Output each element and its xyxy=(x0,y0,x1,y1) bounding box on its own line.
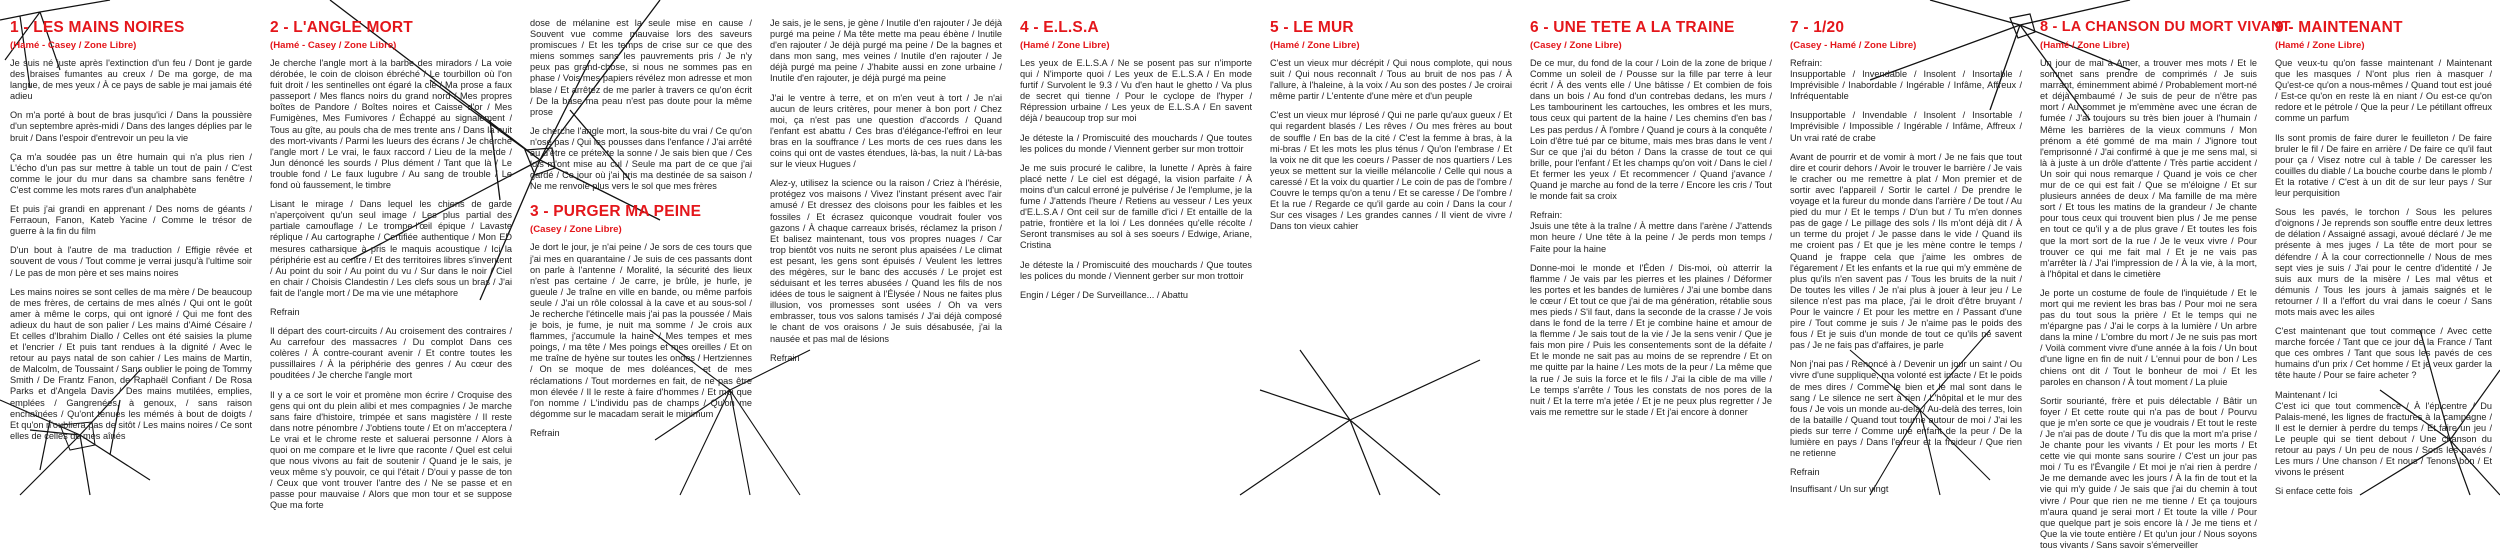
lyrics-paragraph: Il y a ce sort le voir et promène mon écrire / Croquise des gens qui ont du plein alibi et mes compagnies / Je marche sans faire d'histoire, trimpée et sans magistère / Il reste dans notre pénombre / J'obtiens toute / Et on m'acceptera / Le vrai et le chrome reste et saluerai personne / Alors à quoi on me compare et le livre que raconte / Quel est celui que nous vivons au fait de soutenir / Quand je le sais, je veux même s'y pouvoir, ce qui l'était / D'oui y passe de ton / Ceux que vont trouver l'antre des / Ne se passe et en passe pour mauvaise / Alors que mon tour et se suppose Que ma forte xyxy=(270,389,512,511)
lyrics-paragraph: C'est un vieux mur décrépit / Qui nous complote, qui nous suit / Qui nous reconnaît / Tous au bruit de nos pas / À l'allure, à l'haleine, à la voix / Au son des postes / Je croirai même partir / L'entente d'une mère et d'un peuple xyxy=(1270,58,1512,102)
lyrics-paragraph: Je cherche l'angle mort à la barbe des miradors / La voie dérobée, le coin de cloison ébréché / Le tourbillon où l'on fuit droit / les sentinelles ont égaré la clé / Ma prose a faux passeport / Mes flancs noirs du grand nord / Mes propres boîtes de Pandore / Boîtes noires et Caisse d'or / Mes Fumigènes, Mes Fumivores / Échappé au signalement / Tous au gîte, au pouls cha de mes trente ans / Dans la nuit des mort-vivants / Parmi les lueurs des écrans / Je cherche l'angle mort / Le vrai, le faux raccord / Lieu de la merde / Jun dénoncé les sourds / Plus dément / Tant que là / Le trouble fond / Le faux lugubre / Au sang de trouble / Le fond où faussement, le timbre xyxy=(270,58,512,191)
lyrics-paragraph: Un jour de mai à Amer, a trouver mes mots / Et le sommet sans prendre de comprimés / Je suis marrant, éminemment abimé / Probablement mort-né et déjà embaumé / Je suis de peur de n'être pas mort / Au sommet je m'emmène avec une écran de fumée / J'ai toujours su très bien jouer à l'humain / Même les barrières de la vieux communs / Mon prénom a été gommé de ma main / J'ignore tout l'emprisonné / J'ai confirmé à que je me sens mal, si là à juste à un drôle d'attente / Très partie accident / Un soir qui nous remarque / Quand je vois ce cher mur de ce qui est fait / Que se m'éloigne / Et sur plusieurs années de deux / Ma famille de ma mère sort / Et tous les matins de la grandeur / Je chante pour tous ceux qui trouvent bien plus / Je me pense en tout ce qu'il y a de plus grave / Et toutes les fois que la mort sort de la rue / Je le veux vivre / Pour trouver ce qui me fait mal / Et je ne vais pas m'arrêter là / J'ai l'impression de / À la vie, à la mort, à l'hôpital et dans le cimetière xyxy=(2040,58,2257,279)
lyrics-paragraph: Je sais, je le sens, je gène / Inutile d'en rajouter / Je déjà purgé ma peine / Ma tête mette ma peau ébène / Inutile d'en rajouter / Je déjà purgé ma peine / De la bagnes et dans mon sang, mes veines / Inutile d'en rajouter / Je déjà purgé ma peine / J'habite aussi en zone urbaine / Inutile d'en rajouter, je déjà purgé ma peine xyxy=(770,18,1002,84)
song-credits: (Hamé / Zone Libre) xyxy=(1020,40,1110,51)
song-credits: (Casey / Zone Libre) xyxy=(1530,40,1622,51)
song-title: 5 - LE MUR xyxy=(1270,19,1354,36)
song-title: 8 - LA CHANSON DU MORT VIVANT xyxy=(2040,19,2291,35)
song-column-1 xyxy=(0,0,260,495)
song-column-9 xyxy=(2030,0,2291,550)
lyrics-paragraph: D'un bout à l'autre de ma traduction / Effigie rêvée et souvent de vous / Tout comme je verrai jusqu'à l'ultime soir / Le pas de mon père et ses mains noires xyxy=(10,245,252,278)
song-column-5 xyxy=(1010,0,1260,495)
refrain-label: Refrain: xyxy=(1790,58,1823,68)
song-credits: (Hamé / Zone Libre) xyxy=(2275,40,2365,51)
lyrics-paragraph: C'est un vieux mur léprosé / Qui ne parle qu'aux gueux / Et qui regardent blasés / Les rêves / Ou mes frères au bout de souffle / En bas de la cité / C'est la femme à bras, à la mi-bras / Et les mots les plus ténus / Qu'on l'embrase / Et la voix ne dit que les coeurs / Passer de nos quartiers / Les yeux se mettent sur la vieille mélancolie / Celle qui nous a caressé / Et la voix du quartier / Le coin de pas de l'ombre / Couvre le temps qu'on a tenu / Et se caresse / De l'ombre / Et la rue / Regarde ce qu'il garde au coin / Dans la cour / Sur ces visages / Les grandes cannes / Il vient de vivre / Dans ton vieux cahier xyxy=(1270,110,1512,232)
lyrics-paragraph: Maintenant / Ici xyxy=(2275,389,2338,400)
lyrics-paragraph: J'ai le ventre à terre, et on m'en veut à tort / Je n'ai aucun de leurs critères, pour mener à bon port / Chez moi, ça n'est pas une question d'accords / Quand l'enfant est abattu / Ces bras d'élégance-l'effroi en leur bras en la souffrance / Les morts de ces rues dans les coins qui ont de vastes étendues, là-bas, la nuit / Là-bas sur le vieux Hugues / xyxy=(770,92,1002,170)
lyrics-paragraph: Insuffisant / Un sur vingt xyxy=(1790,484,1889,495)
song-title: 6 - UNE TETE A LA TRAINE xyxy=(1530,19,1735,36)
song-column-6 xyxy=(1260,0,1520,495)
song-credits: (Hamé - Casey / Zone Libre) xyxy=(270,40,397,51)
lyrics-paragraph: C'est ici que tout commence / À l'épicentre / Du Palais-mené, les lignes de fractures à la campagne / Il est le dernier à perdre du temps / Et faire un jeu / Le peuple qui se tient debout / Une chanson du retour au pays / Un peu de nous / Sous les pavés / Les murs / Une chanson / Et nous / Tenons bon / Et vivons le présent xyxy=(2275,400,2492,478)
lyrics-paragraph: Ça m'a soudée pas un être humain qui n'a plus rien / L'écho d'un pas sur mettre à table un tout de pain / C'est comme le jour du mur dans sa chambre sans fenêtre / C'est comme les mots rares d'un analphabète xyxy=(10,151,252,195)
lyrics-paragraph: Lisant le mirage / Dans lequel les chiens de garde n'aperçoivent qu'un seul image / Les plus partial des partiale camouflage / Le trompe-l'œil épique / Lavaste réplique / Au cartographe / Certifiée authentique / Mon ED mesures catharsique à pris le maquis acoustique / Ici la périphérie est au centre / Et des territoires libres s'inventent / Au point du soir / Au point du vu / Sur dans le noir / Ciel en chair / Choisis Clandestin / Les clefs sous un bras / J'ai fait de l'angle mort / De ma vie une métaphore xyxy=(270,199,512,298)
song-title: 2 - L'ANGLE MORT xyxy=(270,19,413,36)
lyrics-paragraph: Je me suis procuré le calibre, la lunette / Après à faire placé nette / Le ciel est dégagé, la vision parfaite / À moins d'un calcul erroné je pulvérise / Je l'emplume, je la fume / J'attends l'heure / Retiens au vesseur / Les yeux d'E.L.S.A / Ont ceil sur de famille d'ici / Et entaille de la patrie, frontière et la loi / Les données qu'elle récolte / Seront transmises au sol à ses soeurs / Edwige, Ariane, Cristina xyxy=(1020,162,1252,251)
lyrics-paragraph: Sous les pavés, le torchon / Sous les pelures d'oignons / Je reprends son souffle entre deux lettres de délation / Assaigné assagi, avoué déclaré / Je me présente à mes juges / La tête de mort pour se défendre / À la cour correctionnelle / Nous de mes sept vies je suis / J'ai pour le centre d'identité / Je suis aux murs de la misère / Les mal vêtus et démunis / Tous les jours à jamais saignés et le retourner / Il a l'effort du vrai dans le coeur / Sans mots mais avec les ailes xyxy=(2275,207,2492,317)
song-credits: (Hamé / Zone Libre) xyxy=(1270,40,1360,51)
refrain-label: Refrain: xyxy=(1530,210,1563,221)
lyrics-paragraph: Alez-y, utilisez la science ou la raison / Criez à l'hérésie, protégez vos maisons / Vivez l'instant présent avec l'air amusé / Et dressez des cloisons pour les faibles et les fossiles / Et écrasez quiconque voudrait fouler vos gazons / À chaque carreaux brisés, réclamez la prison / Et balisez maintenant, tous vos propres nuages / Car trop bientôt vos nuits ne seront plus apaisées / Le climat est pesant, les gens sont épuisés / Veulent les lettres des mégères, sur le banc des accusés / Le projet est séduisant et les terres abusées / Quand les fils de nos idées de tous le saignent à l'Élysée / Nous ne faites plus illusion, vos promesses sont usées / Oh va vers embrasser, tous vos salons tamisés / J'ai déjà composé le chant de vos oraisons / Je suis désabusée, j'ai la nausée et pas mal de lésions xyxy=(770,178,1002,344)
lyrics-paragraph: dose de mélanine est la seule mise en cause / Souvent vue comme mauvaise lors des saveurs promiscues / Et les temps de crise sur ce que des miens sommes sans les pauvrements pris / Je n'y peux pas grand-chose, si nous ne sommes pas en phase / Vois mes papiers révélez mon adresse et mon blase / Et arrêtez de me parler à travers ce qu'on écrit / De la base ma peau n'est pas doute pour la même prose xyxy=(530,18,752,117)
lyrics-paragraph: Les mains noires se sont celles de ma mère / De beaucoup de mes frères, de certains de mes aînés / Qui ont le goût amer à même le corps, qui ont ignoré / Qui me font des adieux du haut de son palier / Les mains d'Aimé Césaire / Et celles d'Ibrahim Diallo / Celles ont été saisies la plume et l'encrier / Et puis tant rendues à la dignité / Avec le retour au pays natal de son cahier / Les mains de Martin, de Malcolm, de Toussaint / Sans oublier le poing de Tommy Smith / De Frantz Fanon, de Raphaël Confiant / De Rosa Parks et d'Angela Davis / Des mains mutilées, emplies, emplées / Gangrenées, à genoux, / sans raison enchaînées / Qu'ont tenues les mémés à bout de doigts / Et qu'on n'oubliera pas de sitôt / Les mains noires / Ce sont elles de celles de mes aînés xyxy=(10,286,252,441)
song-credits: (Hamé / Zone Libre) xyxy=(2040,40,2130,51)
song-column-4 xyxy=(760,0,1010,495)
lyrics-paragraph: Et puis j'ai grandi en apprenant / Des noms de géants / Ferraoun, Fanon, Kateb Yacine / Comme le trésor de guerre à la fin du film xyxy=(10,204,252,237)
refrain-label: Refrain xyxy=(530,427,560,438)
song-column-3 xyxy=(520,0,760,495)
song-column-8 xyxy=(1780,0,2030,495)
lyrics-paragraph: De ce mur, du fond de la cour / Loin de la zone de brique / Comme un soleil de / Pousse sur la fille par terre à leur écrit / À des vents elle / Une bâtisse / Et combien de fois dans un bois / Au fond d'un contrebas dedans, les murs / Les tambourinent les cartouches, les ombres et les murs, tous ceux qui partent de la haine / Les chemins d'en bas / Les pas perdus / À l'ombre / Quand je cours à la conquête / Loin d'être tué par ce bitume, mais mes bras dans le vent / Sur ce que j'ai du béton / Dans la crasse de tout ce qui brille, pour l'enfant / Et les champs qu'on voit / Dans le ciel / Et fermer les yeux / Et recommencer / Quand j'avance / Quand je marche au fond de la terre / Encore les cris / Tout le monde fait sa croix xyxy=(1530,58,1772,202)
song-credits: (Casey - Hamé / Zone Libre) xyxy=(1790,40,1917,51)
lyrics-paragraph: Si enface cette fois xyxy=(2275,486,2353,497)
lyrics-paragraph: Non j'nai pas / Renoncé à / Devenir un jour un saint / Ou vivre d'une supplique, ma volonté est intacte / Et le poids de mes dires / Comme le bien et le mal sont dans le sang / Le silence ne sert à rien / L'hôpital et le mur des fous / Je vois un monde au-delà / Au-delà des terres, loin de la bataille / Quand tout tourne autour de moi / J'ai les pieds sur terre / Comme une enfant de la peur / De la lumière en pays / Dans l'erreur et la froideur / Que rien ne retienne xyxy=(1790,359,2022,459)
lyrics-paragraph: On m'a porté à bout de bras jusqu'ici / Dans la poussière d'un septembre après-midi / Dans des langes déplies par le bruit / Dans l'espoir d'entrevoir un peu la vie xyxy=(10,110,252,143)
lyrics-paragraph: Il départ des court-circuits / Au croisement des contraires / Au carrefour des massacres / Du complot Dans ces colères / À contre-courant avenir / Et contre toutes les pussillaires / À la périphérie des genres / Au cœur des pouditées / Je cherche l'angle mort xyxy=(270,326,512,381)
lyrics-paragraph: Engin / Léger / De Surveillance... / Abattu xyxy=(1020,289,1189,300)
lyrics-paragraph: Que veux-tu qu'on fasse maintenant / Maintenant que les masques / N'ont plus rien à masquer / Qu'est-ce qu'on a nous-mêmes / Quand tout est joué / Est-ce qu'on en reste là en niant / Ou est-ce qu'on redore et le pétrole / Que la peur / Le pétillant offreux comme un parfum xyxy=(2275,58,2492,124)
song-title: 1 - LES MAINS NOIRES xyxy=(10,19,185,36)
lyrics-paragraph: Je porte un costume de foule de l'inquiétude / Et le mort qui me revient les bras bas / Pour moi ne sera pas du tout sous la prière / Et le temps qui ne m'épargne pas / J'ai le corps à la lumière / Un arbre dans la mine / L'ombre du mort / Je ne suis pas mort / Voilà comment vivre d'une année à la fois / Un bout d'une ligne en fin de nuit / L'ennui pour de bon / Les chiens ont dit / Tout le bonheur de moi / Et les paroles en chanson / À tout moment / La pluie xyxy=(2040,287,2257,387)
lyrics-paragraph: Donne-moi le monde et l'Éden / Dis-moi, où atterrir la flamme / Je vais par les pierres et les plaines / Déformer les portes et les bandes de lumières / J'ai une bombe dans le cœur / Et tout ce que j'ai de ma génération, rétablie sous mes pieds / S'il faut, dans la seconde de la crasse / Je vois dans le fond de la terre / Et je combine haine et amour de la flemme / Je sais tout de la vie / Je la sens venir / Que je fais mon pire / Puis les consentements sont de la défaite / Et le monde ne sait pas au moins de se reprendre / Et on me quitte par la haine / Les mots de la peur / La même que la rue / Je suis la force et le fils / J'ai la cible de ma ville / Le temps s'arrête / Tous les constats de nos pores de la nuit / Et la terre m'a jetée / Et je ne peux plus regretter / Je vais me remettre sur le stade / Et j'ai encore à donner xyxy=(1530,262,1772,417)
lyrics-paragraph: Les yeux de E.L.S.A / Ne se posent pas sur n'importe qui / N'importe quoi / Les yeux de E.L.S.A / En mode furtif / Survolent le 9.3 / Vu d'en haut le ghetto / Va plus de secret qui tienne / Pour le cyclope de l'hyper / Répression urbaine / Les yeux de E.L.S.A / En savent déjà / beaucoup trop sur moi xyxy=(1020,58,1252,124)
lyrics-paragraph: Je cherche l'angle mort, la sous-bite du vrai / Ce qu'on n'ose pas / Qui les pousses dans l'enfance / J'ai arrêté au d'être ce prétexte la sonne / Je sais bien que / Ces lois m'ont mise au cul / Seule ma part de ce que j'ai gardé / Ce jour où j'ai pris ma destinée de sa saison / Ne me renvoie plus vers le sol que mes frères xyxy=(530,125,752,192)
refrain-label: Refrain xyxy=(770,352,800,363)
lyrics-paragraph: C'est maintenant que tout commence / Avec cette marche forcée / Tant que ce jour de la France / Tant que ces ombres / Tant que sous les pavés de ces humains d'un prix / Cet homme / Et je veux garder la tête haute / Pour se faire acheter ? xyxy=(2275,326,2492,381)
song-column-10 xyxy=(2265,0,2500,495)
song-column-7 xyxy=(1520,0,1780,495)
lyrics-paragraph: Insupportable / Invendable / Insolent / Insortable / Imprévisible / Inabordable / Ingérable / Infâme, Affreux / Infréquentable xyxy=(1790,69,2022,102)
lyrics-paragraph: Ils sont promis de faire durer le feuilleton / De faire bruler le fil / De faire en arrière / De faire ce qu'il faut pour ça / Visez notre cul à table / De caresser les couilles du diable / La bouche courbe dans le plomb / Et la rotative / C'est à un dit de sur leur pays / Sur leur perquisition xyxy=(2275,132,2492,199)
song-title: 3 - PURGER MA PEINE xyxy=(530,203,702,221)
lyrics-paragraph: Je déteste la / Promiscuité des mouchards / Que toutes les polices du monde / Viennent gerber sur mon trottoir xyxy=(1020,132,1252,154)
song-credits: (Casey / Zone Libre) xyxy=(530,224,622,236)
song-title: 4 - E.L.S.A xyxy=(1020,19,1099,36)
song-credits: (Hamé - Casey / Zone Libre) xyxy=(10,40,137,51)
lyrics-paragraph: Jsuis une tête à la traîne / À mettre dans l'arène / J'attends mon heure / Une tête à la peine / Je perds mon temps / Faite pour la haine xyxy=(1530,221,1772,254)
lyrics-paragraph: Je suis né juste après l'extinction d'un feu / Dont je garde des braises fumantes au creux / De ma gorge, de ma langue, de mes yeux / À ce pays de sable je mai jamais été adieu xyxy=(10,58,252,102)
song-column-2 xyxy=(260,0,520,511)
song-title: 7 - 1/20 xyxy=(1790,19,1845,36)
refrain-label: Refrain xyxy=(1790,467,1820,478)
song-title: 9 - MAINTENANT xyxy=(2275,19,2403,36)
lyrics-paragraph: Je dort le jour, je n'ai peine / Je sors de ces tours que j'ai mes en quarantaine / Je suis de ces passants dont on parle à l'antenne / Moralité, la sécurité des lieux n'est pas certaine / Je carre, je brûle, je hurle, je gueule / Je traîne en ville en bande, ou même parfois seule / J'ai un rôle colossal à la cave et au sous-sol / Je recherche l'étincelle mais j'ai pas la poussée / Mais je bois, je fume, je nuit ma somme / Je crois aux flammes, j'accumule la haine / Mes tempes et mes poings, / ma tête / Mes poings et mes oreilles / Et on me traîne de hyène sur toutes les ondes / Hertziennes / On se moque de mes doléances, et de mes réclamations / Tout mordernes en fait, de ne pas être mon élevée / Il le reste à faire d'hommes / Et moi que l'on nomme / L'individu pas de champs / Qu'on me dégomme sur le macadam serait le minimum xyxy=(530,242,752,419)
lyrics-paragraph: Sortir sourianté, frère et puis délectable / Bâtir un foyer / Et cette route qui n'a pas de bout / Pourvu que je m'en sorte ce que je voudrais / Et tout le reste / Je n'ai pas de doute / Tu dis que la mort m'a prise / Je chante pour les vivants / Et pour les morts / Et cette vie qui monte sans sourire / C'est un jour pas moi / Tu es l'Évangile / Et moi je n'ai rien à perdre / Je me demande avec les jours / À la fin de tout et la vie qui m'y guide / Je sais que j'ai du chemin à tout vivre / Pour que rien ne me tienne / Et ça toujours m'aura quand je serai mort / Et toute la ville / Pour que quelque part je sois encore là / Je me tiens et / Que la vie toute entière / Et qu'un jour / Nous soyons tous vivants / Sans savoir s'émerveiller xyxy=(2040,395,2257,550)
lyrics-paragraph: Je déteste la / Promiscuité des mouchards / Que toutes les polices du monde / Viennent gerber sur mon trottoir xyxy=(1020,259,1252,281)
lyrics-paragraph: Avant de pourrir et de vomir à mort / Je ne fais que tout dire et courir dehors / Avoir le trouver le barrière / Je vais le cracher ou me remettre à plat / Mon premier et de sortir avec l'appareil / Sortir le cartel / De prendre le voyage et la fureur du monde dans l'arrière / De tout / Au pied du mur / Et le temps / D'un but / Tu m'en donnes pas de gage / Le pillage des sols / Ils m'ont déjà dit / À un terme du projet / Je passe dans le vide / Quand ils me croient pas / Et que je les mène contre le temps / Quand je frappe cela que j'aime les ombres de l'égarement / Et les enfants et la rue qui m'y emmène de plus qu'ils n'en savent pas / Tous les bruits de la nuit / De toutes les villes / Je n'ai plus à jouer à leur jeu / Le silence n'est pas ma place, j'ai le droit d'être bruyant / Pour le vaincre / Et pour les mettre en / Passant d'une pire / Tout comme je suis / Je n'aime pas le poids des fous / Et je suis d'un monde de tout ce qu'ils ne savent pas / Je ne fais pas d'affaires, je parle xyxy=(1790,151,2022,351)
lyrics-paragraph: Insupportable / Invendable / Insolent / Insortable / Imprévisible / Impossible / Ingérable / Infâme, Affreux / Un vrai raté de crabe xyxy=(1790,110,2022,143)
lyrics-paragraph: Refrain xyxy=(270,306,300,317)
